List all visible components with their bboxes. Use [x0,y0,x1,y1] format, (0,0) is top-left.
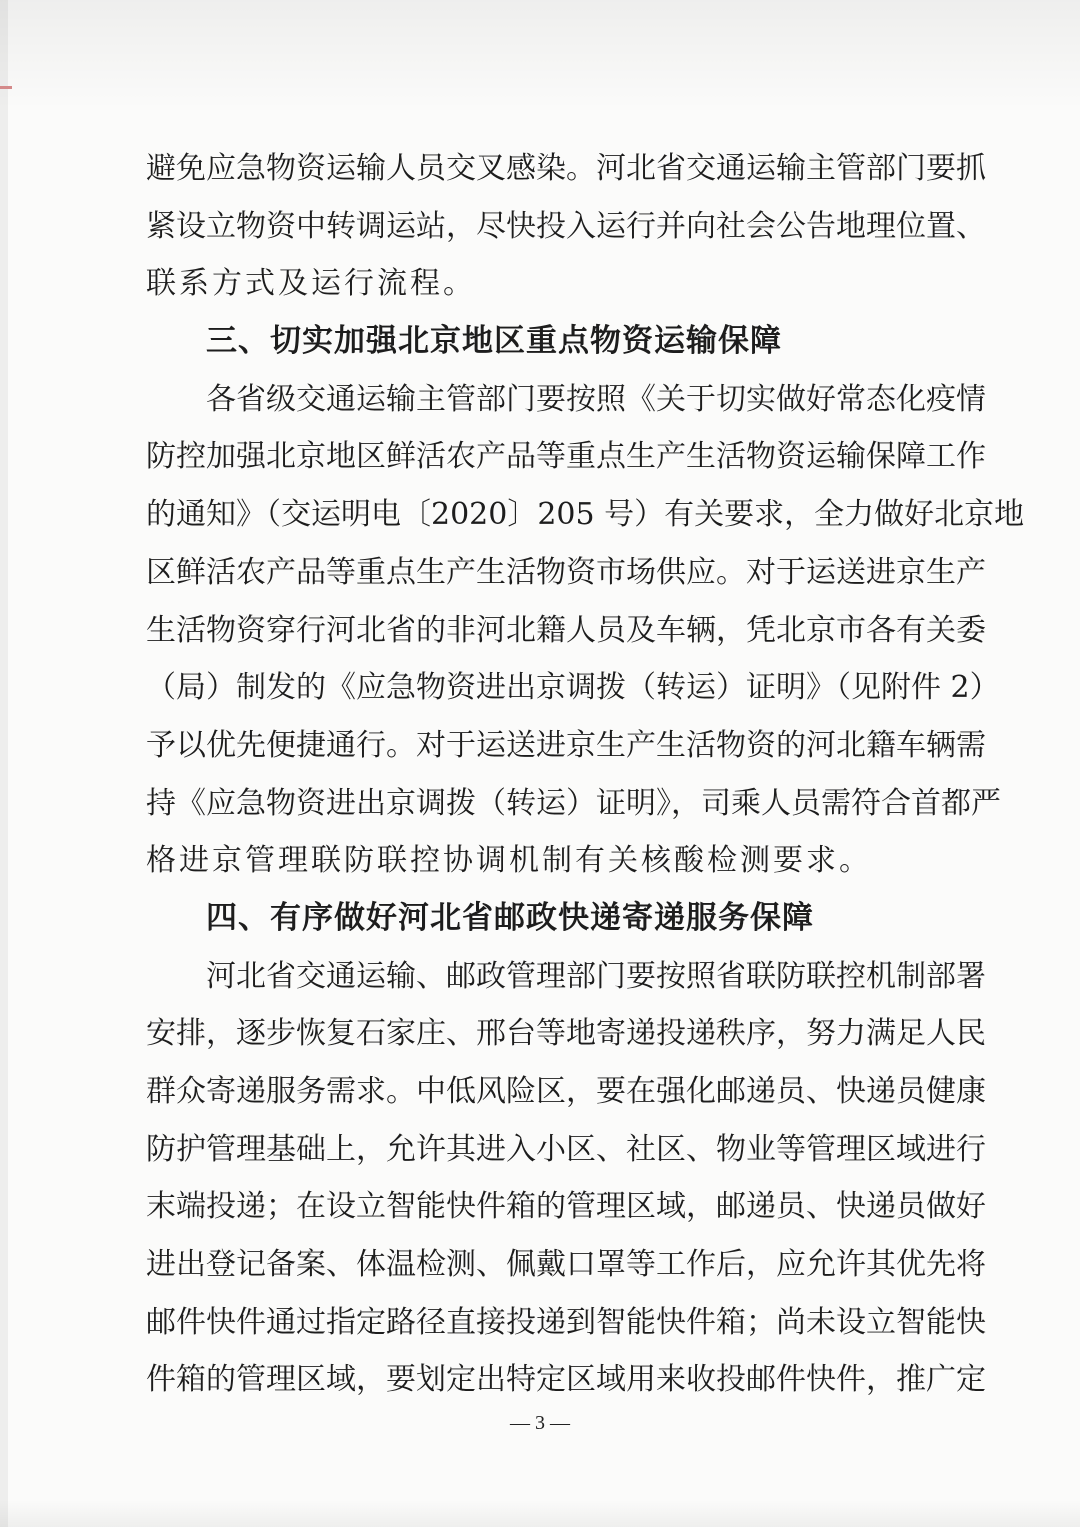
body-line: 河北省交通运输、邮政管理部门要按照省联防联控机制部署 [146,958,986,994]
body-line: 避免应急物资运输人员交叉感染。河北省交通运输主管部门要抓 [146,151,986,186]
body-line: 各省级交通运输主管部门要按照《关于切实做好常态化疫情 [146,381,986,417]
scan-shadow-bottom [0,1500,1080,1527]
body-line: 予以优先便捷通行。对于运送进京生产生活物资的河北籍车辆需 [146,727,986,763]
body-line: 格进京管理联防联控协调机制有关核酸检测要求。 [146,843,872,879]
page-number: — 3 — [510,1412,570,1434]
document-body [146,140,1025,1409]
body-line: 区鲜活农产品等重点生产生活物资市场供应。对于运送进京生产 [146,554,986,590]
body-line: 紧设立物资中转调运站，尽快投入运行并向社会公告地理位置、 [146,208,986,244]
body-line: 生活物资穿行河北省的非河北籍人员及车辆，凭北京市各有关委 [146,612,986,648]
section-heading-3: 三、切实加强北京地区重点物资运输保障 [206,323,782,360]
body-line: 邮件快件通过指定路径直接投递到智能快件箱；尚未设立智能快 [146,1304,986,1340]
body-line: （局）制发的《应急物资进出京调拨（转运）证明》（见附件 2） [146,670,1000,706]
body-line: 持《应急物资进出京调拨（转运）证明》，司乘人员需符合首都严 [146,785,1001,821]
body-line: 防控加强北京地区鲜活农产品等重点生产生活物资运输保障工作 [146,439,986,475]
body-line: 的通知》（交运明电〔2020〕205 号）有关要求，全力做好北京地 [146,497,1025,533]
body-line: 安排，逐步恢复石家庄、邢台等地寄递投递秩序，努力满足人民 [146,1016,986,1052]
scan-shadow-top [0,0,1080,110]
body-line: 进出登记备案、体温检测、佩戴口罩等工作后，应允许其优先将 [146,1247,986,1283]
body-line: 末端投递；在设立智能快件箱的管理区域，邮递员、快递员做好 [146,1189,986,1225]
body-line: 群众寄递服务需求。中低风险区，要在强化邮递员、快递员健康 [146,1074,986,1109]
scan-shadow-left [0,0,8,1527]
body-line: 件箱的管理区域，要划定出特定区域用来收投邮件快件，推广定 [146,1362,986,1398]
section-heading-4: 四、有序做好河北省邮政快递寄递服务保障 [206,899,814,936]
scan-corner-mark [0,86,12,89]
body-line: 联系方式及运行流程。 [146,266,476,302]
body-line: 防护管理基础上，允许其进入小区、社区、物业等管理区域进行 [146,1131,986,1167]
